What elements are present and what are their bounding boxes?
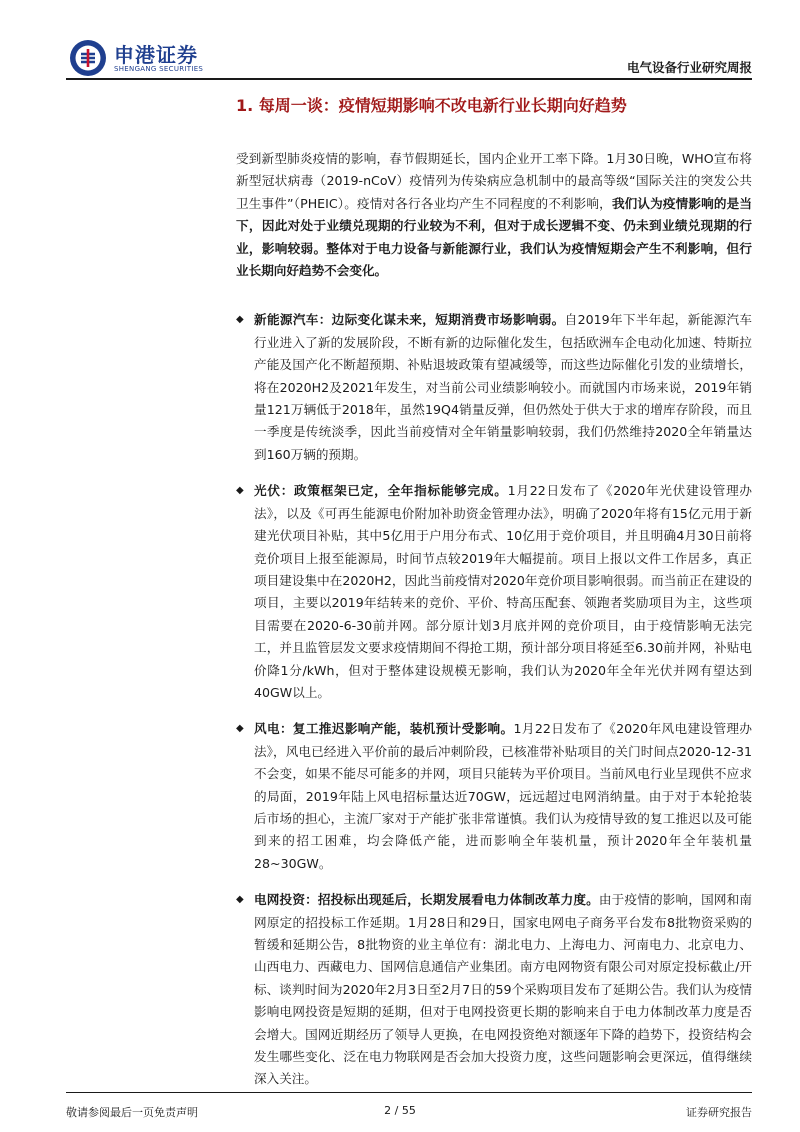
intro-bold-text: 我们认为疫情影响的是当下，因此对处于业绩兑现期的行业较为不利，但对于成长逻辑不变、仍未到业绩兑现期的行业，影响较弱。整体对于电力设备与新能源行业，我们认为疫情短期会产生不利影响，但行业长期向好趋势不会变化。 (236, 195, 752, 279)
bullet-grid (236, 889, 752, 1091)
footer-divider (66, 1092, 752, 1093)
disclaimer-note: 敬请参阅最后一页免责声明 (66, 1106, 198, 1119)
diamond-bullet-icon: ◆ (236, 314, 244, 326)
page-header (0, 0, 800, 80)
company-logo (68, 38, 246, 78)
bullet-body: 1月22日发布了《2020年光伏建设管理办法》，以及《可再生能源电价附加补助资金管理办法》，明确了2020年将有15亿元用于新建光伏项目补贴，其中5亿用于户用分布式、10亿用于竞价项目，并且明确4月30日前将竞价项目上报至能源局，时间节点较2019年大幅提前。项目上报以文件工作居多，真正项目建设集中在2020H2，因此当前疫情对2020年竞价项目影响很弱。而当前正在建设的项目，主要以2019年结转来的竞价、平价、特高压配套、领跑者奖励项目为主，这些项目需要在2020-6-30前并网。部分原计划3月底并网的竞价项目，由于疫情影响无法完工，并且监管层发文要求疫情期间不得抢工期，预计部分项目将延至6.30前并网，补贴电价降1分/kWh，但对于整体建设规模无影响，我们认为2020年全年光伏并网有望达到40GW以上。 (254, 483, 753, 700)
page-number: 2 / 55 (384, 1104, 416, 1117)
diamond-bullet-icon: ◆ (236, 485, 244, 497)
bullet-pv (236, 480, 752, 704)
intro-paragraph (236, 148, 752, 282)
bullet-lead: 光伏：政策框架已定，全年指标能够完成。 (254, 483, 508, 499)
intro-normal-text: 受到新型肺炎疫情的影响，春节假期延长，国内企业开工率下降。1月30日晚，WHO宣布将新型冠状病毒（2019-nCoV）疫情列为传染病应急机制中的最高等级“国际关注的突发公共卫生事件”（PHEIC）。疫情对各行各业均产生不同程度的不利影响， (236, 151, 752, 211)
bullet-ev (236, 309, 752, 466)
diamond-bullet-icon: ◆ (236, 894, 244, 906)
report-body (236, 148, 752, 1091)
analysis-list (236, 309, 752, 1090)
bullet-wind (236, 718, 752, 875)
bullet-lead: 电网投资：招投标出现延后，长期发展看电力体制改革力度。 (254, 892, 599, 908)
shengang-logo-icon (68, 38, 108, 78)
diamond-bullet-icon: ◆ (236, 723, 244, 735)
bullet-lead: 风电：复工推迟影响产能，装机预计受影响。 (254, 721, 514, 737)
header-divider (66, 78, 752, 80)
bullet-body: 自2019年下半年起，新能源汽车行业进入了新的发展阶段，不断有新的边际催化发生，包括欧洲车企电动化加速、特斯拉产能及国产化不断超预期、补贴退坡政策有望减缓等，而这些边际催化引发的业绩增长，将在2020H2及2021年发生，对当前公司业绩影响较小。而就国内市场来说，2019年销量121万辆低于2018年，虽然19Q4销量反弹，但仍然处于供大于求的增库存阶段，而且一季度是传统淡季，因此当前疫情对全年销量影响较弱，我们仍然维持2020全年销量达到160万辆的预期。 (254, 312, 752, 462)
logo-text-cn: 申港证券 (114, 43, 198, 67)
report-type: 电气设备行业研究周报 (626, 60, 752, 75)
report-label: 证券研究报告 (686, 1106, 752, 1119)
bullet-body: 由于疫情的影响，国网和南网原定的招投标工作延期。1月28日和29日，国家电网电子商务平台发布8批物资采购的暂缓和延期公告，8批物资的业主单位有：湖北电力、上海电力、河南电力、北京电力、山西电力、西藏电力、国网信息通信产业集团。南方电网物资有限公司对原定投标截止/开标、谈判时间为2020年2月3日至2月7日的59个采购项目发布了延期公告。我们认为疫情影响电网投资是短期的延期，但对于电网投资更长期的影响来自于电力体制改革力度是否会增大。国网近期经历了领导人更换，在电网投资绝对额逐年下降的趋势下，投资结构会发生哪些变化、泛在电力物联网是否会加大投资力度，这些问题影响会更深远，值得继续深入关注。 (254, 892, 753, 1087)
section-title: 1. 每周一谈：疫情短期影响不改电新行业长期向好趋势 (236, 96, 627, 115)
logo-text-en: SHENGANG SECURITIES (114, 65, 204, 73)
bullet-body: 1月22日发布了《2020年风电建设管理办法》，风电已经进入平价前的最后冲刺阶段，已核准带补贴项目的关门时间点2020-12-31不会变，如果不能尽可能多的并网，项目只能转为平价项目。当前风电行业呈现供不应求的局面，2019年陆上风电招标量达近70GW，远远超过电网消纳量。由于对于本轮抢装后市场的担心，主流厂家对于产能扩张非常谨慎。我们认为疫情导致的复工推迟以及可能到来的招工困难，均会降低产能，进而影响全年装机量，预计2020年全年装机量28~30GW。 (254, 721, 752, 871)
bullet-lead: 新能源汽车：边际变化谋未来，短期消费市场影响弱。 (254, 312, 565, 328)
page-footer (0, 1092, 800, 1122)
